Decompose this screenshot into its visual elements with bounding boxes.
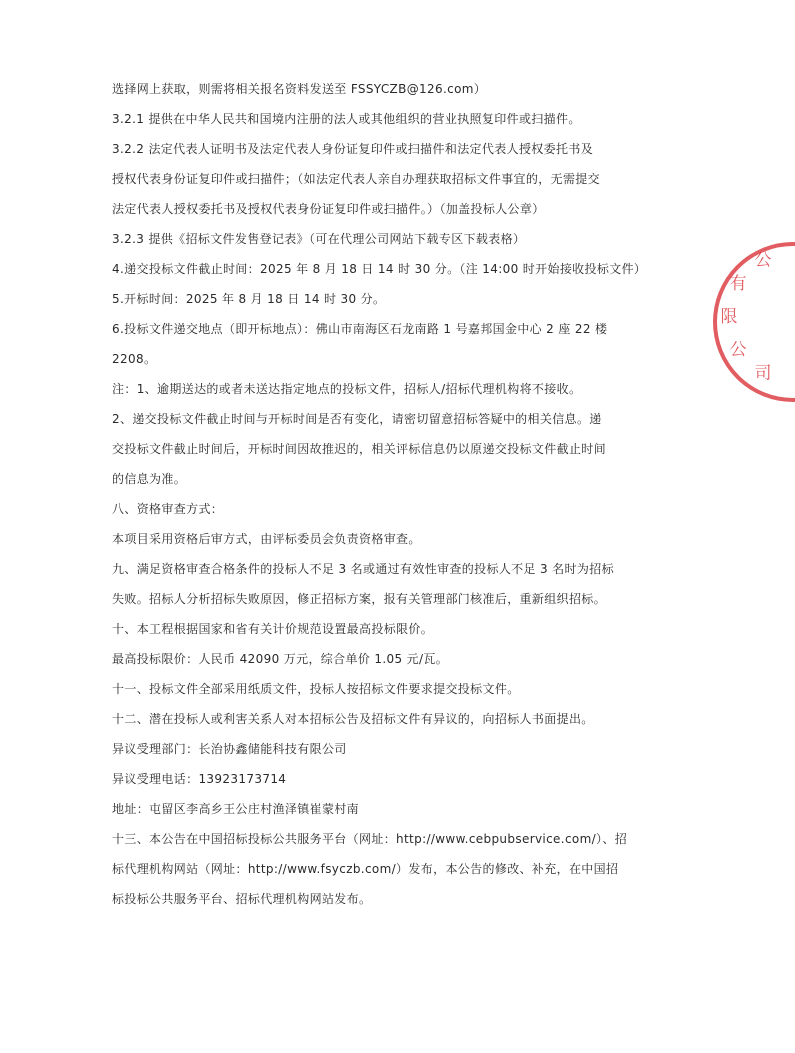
text-line: 法定代表人授权委托书及授权代表身份证复印件或扫描件。）（加盖投标人公章） (112, 202, 545, 216)
text-line: 3.2.1 提供在中华人民共和国境内注册的法人或其他组织的营业执照复印件或扫描件。 (112, 112, 581, 126)
text-line: 选择网上获取，则需将相关报名资料发送至 FSSYCZB@126.com） (112, 82, 487, 96)
text-line: 十二、潜在投标人或利害关系人对本招标公告及招标文件有异议的，向招标人书面提出。 (112, 712, 594, 726)
text-line: 本项目采用资格后审方式，由评标委员会负责资格审查。 (112, 532, 421, 546)
text-line: 标代理机构网站（网址：http://www.fsyczb.com/）发布，本公告的修改、补充，在中国招 (112, 862, 619, 876)
document-body (112, 74, 652, 914)
text-line: 的信息为准。 (112, 472, 187, 486)
text-line: 九、满足资格审查合格条件的投标人不足 3 名或通过有效性审查的投标人不足 3 名时为招标 (112, 562, 614, 576)
text-line: 3.2.2 法定代表人证明书及法定代表人身份证复印件或扫描件和法定代表人授权委托书及 (112, 142, 594, 156)
text-line: 授权代表身份证复印件或扫描件；（如法定代表人亲自办理获取招标文件事宜的，无需提交 (112, 172, 601, 186)
section-heading: 八、资格审查方式： (112, 502, 224, 516)
text-line: 注：1、逾期送达的或者未送达指定地点的投标文件，招标人/招标代理机构将不接收。 (112, 382, 582, 396)
text-line: 2、递交投标文件截止时间与开标时间是否有变化，请密切留意招标答疑中的相关信息。递 (112, 412, 602, 426)
company-seal-stamp (720, 232, 795, 412)
text-line: 异议受理电话：13923173714 (112, 772, 287, 786)
text-line: 十、本工程根据国家和省有关计价规范设置最高投标限价。 (112, 622, 434, 636)
text-line: 标投标公共服务平台、招标代理机构网站发布。 (112, 892, 372, 906)
text-line: 2208。 (112, 352, 157, 366)
text-line: 6.投标文件递交地点（即开标地点）：佛山市南海区石龙南路 1 号嘉邦国金中心 2 座 22 楼 (112, 322, 608, 336)
text-line: 5.开标时间：2025 年 8 月 18 日 14 时 30 分。 (112, 292, 386, 306)
svg-text:公有限公司: 公有限公司 (720, 250, 772, 384)
text-line: 十三、本公告在中国招标投标公共服务平台（网址：http://www.cebpubservice.com/）、招 (112, 832, 628, 846)
text-line: 失败。招标人分析招标失败原因，修正招标方案，报有关管理部门核准后，重新组织招标。 (112, 592, 607, 606)
text-line: 4.递交投标文件截止时间：2025 年 8 月 18 日 14 时 30 分。（注 14:00 时开始接收投标文件） (112, 262, 647, 276)
text-line: 十一、投标文件全部采用纸质文件，投标人按招标文件要求提交投标文件。 (112, 682, 520, 696)
text-line: 3.2.3 提供《招标文件发售登记表》（可在代理公司网站下载专区下载表格） (112, 232, 526, 246)
text-line: 交投标文件截止时间后，开标时间因故推迟的，相关评标信息仍以原递交投标文件截止时间 (112, 442, 607, 456)
text-line: 异议受理部门：长治协鑫储能科技有限公司 (112, 742, 347, 756)
text-line: 地址：屯留区李高乡王公庄村渔泽镇崔蒙村南 (112, 802, 360, 816)
text-line: 最高投标限价：人民币 42090 万元，综合单价 1.05 元/瓦。 (112, 652, 449, 666)
